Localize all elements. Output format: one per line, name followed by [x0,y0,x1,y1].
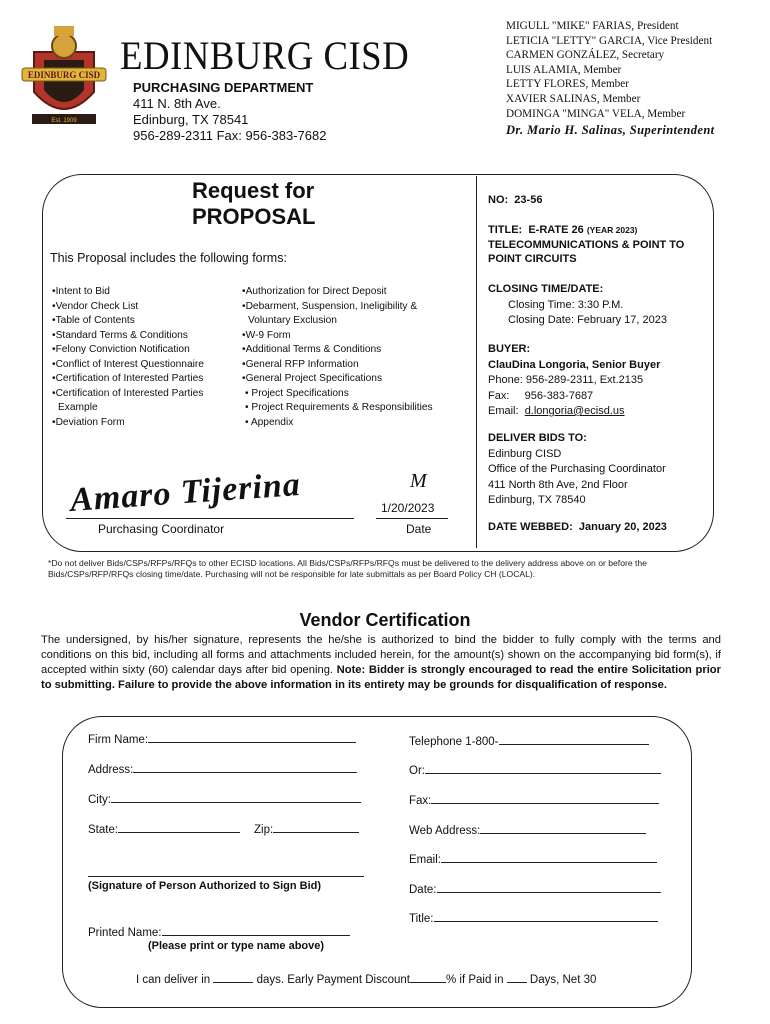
buyer-email-link[interactable]: d.longoria@ecisd.us [524,405,625,417]
form-item: •General RFP Information [242,358,359,370]
form-item: • Project Requirements & Responsibilities [245,402,433,413]
coordinator-signature: Amaro Tijerina [68,465,302,520]
delivery-footnote: *Do not deliver Bids/CSPs/RFPs/RFQs to other ECISD locations. All Bids/CSPs/RFPs/RFQs must be delivered to the delivery address above on or before the Bids/CSPs/RFP/RFQs closing time/date. Purchasing will not be responsible for late submittals as per Board Policy CH (LOCAL). [48,558,647,579]
title-label: Title: [409,913,434,925]
or-phone-label: Or: [409,765,425,777]
fax-label: Fax: [409,795,432,807]
rfp-number-label: NO: [488,194,509,206]
buyer-block [488,342,660,420]
signature-initial: M [410,470,427,492]
rfp-title-year: (YEAR 2023) [586,225,638,235]
board-list [506,19,715,138]
form-item: •Felony Conviction Notification [52,344,190,355]
signature-line [66,518,354,519]
buyer-email-label: Email: [488,405,519,417]
form-item: •Debarment, Suspension, Ineligibility & [242,300,418,312]
phone-fax: 956-289-2311 Fax: 956-383-7682 [133,128,327,143]
zip-field[interactable] [254,821,359,836]
address-input[interactable] [133,761,357,773]
title-input[interactable] [434,910,658,922]
form-item: •Conflict of Interest Questionnaire [52,358,204,370]
address-line-1: 411 N. 8th Ave. [133,96,221,111]
deliver-heading: DELIVER BIDS TO: [488,432,587,444]
rfp-title-value: E-RATE 26 [528,224,584,236]
date-field[interactable] [409,881,661,896]
form-item: •Table of Contents [52,315,135,326]
district-logo [18,22,110,132]
rfp-title [192,178,315,230]
board-member: LUIS ALAMIA, Member [506,63,622,76]
net-terms-label: Days, Net 30 [529,974,597,986]
form-item: • Appendix [245,416,294,428]
superintendent: Dr. Mario H. Salinas, Superintendent [506,123,715,138]
telephone-input[interactable] [499,733,649,745]
rfp-title-line-3: POINT CIRCUITS [488,253,577,265]
printed-name-field[interactable] [88,924,350,939]
signature-caption: (Signature of Person Authorized to Sign Bid) [88,880,322,892]
telephone-label: Telephone 1-800- [409,736,499,748]
web-address-input[interactable] [480,822,646,834]
buyer-name: ClauDina Longoria, Senior Buyer [488,358,661,371]
buyer-phone: Phone: 956-289-2311, Ext.2135 [488,374,644,386]
printed-name-input[interactable] [162,924,350,936]
department-name: PURCHASING DEPARTMENT [133,80,314,95]
deliver-line: 411 North 8th Ave, 2nd Floor [488,478,628,491]
form-item: •Deviation Form [52,416,125,428]
buyer-heading: BUYER: [488,343,531,355]
logo-motto-text: Est. 1909 [51,118,77,124]
state-field[interactable] [88,821,240,836]
form-item: •Certification of Interested Parties [52,373,204,384]
date-line [376,518,448,519]
board-member: DOMINGA "MINGA" VELA, Member [506,107,686,120]
includes-text: This Proposal includes the following forms: [50,251,287,265]
zip-input[interactable] [273,821,359,833]
pct-paid-label: % if Paid in [445,974,504,986]
form-item: •Authorization for Direct Deposit [242,286,387,297]
vendor-cert-title: Vendor Certification [299,610,471,630]
org-name: EDINBURG CISD [120,33,410,78]
form-item: • Project Specifications [245,387,349,399]
closing-block [488,282,667,329]
firm-name-input[interactable] [148,731,356,743]
firm-name-label: Firm Name: [88,734,149,746]
date-caption: Date [406,522,432,536]
rfp-number-value: 23-56 [514,194,543,206]
address-line-2: Edinburg, TX 78541 [133,112,249,127]
district-crest-icon [18,22,110,132]
telephone-field[interactable] [409,733,649,748]
deliver-in-label: I can deliver in [136,974,211,986]
city-input[interactable] [111,791,361,803]
buyer-email-row [488,404,660,420]
board-member: CARMEN GONZÁLEZ, Secretary [506,49,665,62]
firm-name-field[interactable] [88,731,356,746]
form-item: •Certification of Interested Parties [52,387,204,399]
form-item: •Vendor Check List [52,300,139,312]
email-field[interactable] [409,851,657,866]
board-member: XAVIER SALINAS, Member [506,92,641,105]
rfp-title-line2: PROPOSAL [192,204,316,229]
address-label: Address: [88,764,134,776]
form-item: Voluntary Exclusion [248,315,337,326]
signer-caption: Purchasing Coordinator [98,522,225,536]
form-item: •Additional Terms & Conditions [242,344,382,355]
board-member: MIGULL "MIKE" FARIAS, President [506,20,679,32]
vendor-cert-text [41,633,721,693]
city-label: City: [88,794,111,806]
vendor-cert-body: The undersigned, by his/her signature, represents the he/she is authorized to bind the bidder to fully comply with the terms and conditions on this bid, including all forms and attachments included herein, for the amount(s) shown on the accompanying bid form(s), if accepted within sixty (60) calendar days after bid opening. [41,634,721,676]
rfp-number [488,194,542,206]
web-address-field[interactable] [409,822,646,837]
board-member: LETICIA "LETTY" GARCIA, Vice President [506,34,713,47]
date-label: Date: [409,884,437,896]
rfp-divider [476,176,477,548]
zip-label: Zip: [254,824,274,836]
forms-list-left [52,285,204,430]
title-field[interactable] [409,910,658,925]
deliver-line: Edinburg, TX 78540 [488,494,586,506]
deliver-days-input[interactable] [213,971,253,983]
address-field[interactable] [88,761,357,776]
rfp-title-line1: Request for [192,178,315,203]
form-item: Example [58,402,98,413]
web-address-label: Web Address: [409,825,481,837]
deliver-line: Edinburg CISD [488,447,562,460]
date-webbed-value: January 20, 2023 [578,521,667,533]
or-phone-field[interactable] [409,762,661,777]
rfp-title-label: TITLE: [488,224,523,236]
closing-heading: CLOSING TIME/DATE: [488,283,604,295]
paid-days-input[interactable] [507,971,527,983]
logo-banner-text: EDINBURG CISD [27,70,101,80]
vendor-cert-note: Note: Bidder is strongly encouraged to read the entire Solicitation prior to submitting. Failure to provide the above information in its entirety may be grounds for disqualification of response. [41,664,721,691]
board-member: LETTY FLORES, Member [506,78,629,91]
email-input[interactable] [441,851,657,863]
deliver-block [488,431,666,509]
discount-label: days. Early Payment Discount [256,974,410,986]
fax-field[interactable] [409,792,659,807]
printed-name-label: Printed Name: [88,927,162,939]
form-item: •Standard Terms & Conditions [52,329,188,341]
rfp-title-line-2: TELECOMMUNICATIONS & POINT TO [488,238,685,251]
printed-caption: (Please print or type name above) [148,940,325,952]
form-item: •W-9 Form [242,329,291,341]
form-item: •Intent to Bid [52,286,110,297]
deliver-line: Office of the Purchasing Coordinator [488,463,666,475]
closing-date: Closing Date: February 17, 2023 [508,314,667,326]
sign-date: 1/20/2023 [381,501,435,515]
state-label: State: [88,824,119,836]
or-phone-input[interactable] [425,762,661,774]
rfp-title-block [488,223,684,267]
form-item: •General Project Specifications [242,373,383,384]
city-field[interactable] [88,791,361,806]
closing-time: Closing Time: 3:30 P.M. [508,298,624,311]
date-webbed [488,521,667,533]
state-input[interactable] [118,821,240,833]
delivery-discount-row [136,971,596,986]
date-webbed-label: DATE WEBBED: [488,521,573,533]
discount-pct-input[interactable] [410,971,446,983]
bid-signature-line[interactable] [88,876,364,877]
forms-list-right [242,285,433,430]
buyer-fax: Fax: 956-383-7687 [488,389,594,402]
email-label: Email: [409,854,441,866]
date-input[interactable] [437,881,661,893]
fax-input[interactable] [431,792,659,804]
